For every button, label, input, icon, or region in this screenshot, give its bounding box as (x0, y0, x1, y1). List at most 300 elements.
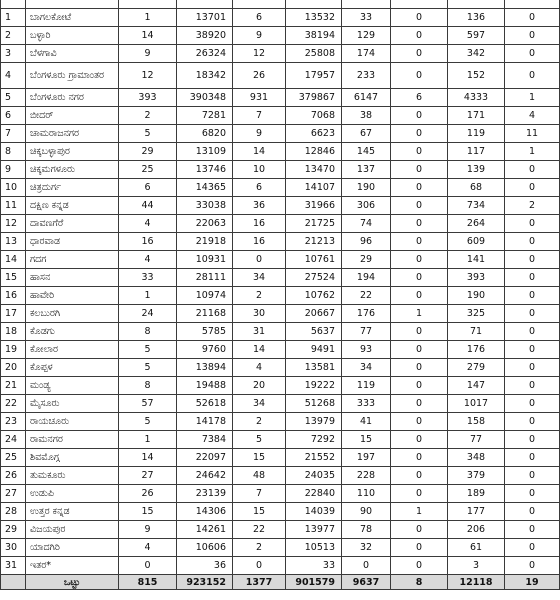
value-cell: 13470 (286, 161, 342, 179)
value-cell: 93 (342, 341, 391, 359)
value-cell: 0 (391, 467, 448, 485)
value-cell: 1 (391, 503, 448, 521)
table-row (1, 197, 560, 215)
value-cell: 9 (233, 27, 286, 45)
value-cell: 176 (342, 305, 391, 323)
value-cell: 147 (448, 377, 505, 395)
value-cell: 13532 (286, 9, 342, 27)
district-name-cell: ಹಾವೇರಿ (26, 287, 119, 305)
table-row (1, 503, 560, 521)
table-row (1, 341, 560, 359)
value-cell: 31966 (286, 197, 342, 215)
value-cell: 22063 (177, 215, 233, 233)
value-cell: 379 (448, 467, 505, 485)
serial-cell: 22 (1, 395, 26, 413)
value-cell: 5637 (286, 323, 342, 341)
value-cell: 29 (119, 143, 177, 161)
value-cell: 0 (505, 557, 560, 575)
district-name-cell: ಚಿಕ್ಕಬಳ್ಳಾಪುರ (26, 143, 119, 161)
value-cell: 11 (505, 125, 560, 143)
value-cell: 15 (119, 503, 177, 521)
value-cell: 9 (119, 521, 177, 539)
value-cell: 14 (119, 27, 177, 45)
table-row (1, 539, 560, 557)
value-cell: 0 (505, 45, 560, 63)
value-cell: 0 (391, 521, 448, 539)
value-cell: 0 (391, 161, 448, 179)
table-row (1, 287, 560, 305)
value-cell: 90 (342, 503, 391, 521)
table-row (1, 143, 560, 161)
value-cell: 190 (448, 287, 505, 305)
serial-cell: 17 (1, 305, 26, 323)
value-cell: 14039 (286, 503, 342, 521)
value-cell: 96 (342, 233, 391, 251)
total-label-cell: ಒಟ್ಟು (26, 575, 119, 590)
total-value-cell: 9637 (342, 575, 391, 590)
district-name-cell: ಮಂಡ್ಯ (26, 377, 119, 395)
value-cell: 228 (342, 467, 391, 485)
value-cell: 10513 (286, 539, 342, 557)
value-cell: 342 (448, 45, 505, 63)
value-cell: 31 (233, 323, 286, 341)
serial-cell: 19 (1, 341, 26, 359)
value-cell: 0 (391, 269, 448, 287)
value-cell: 20 (233, 377, 286, 395)
district-name-cell: ದಾವಣಗೆರೆ (26, 215, 119, 233)
value-cell: 145 (342, 143, 391, 161)
serial-cell: 28 (1, 503, 26, 521)
value-cell: 158 (448, 413, 505, 431)
value-cell: 0 (505, 413, 560, 431)
value-cell: 5 (119, 413, 177, 431)
value-cell: 2 (233, 287, 286, 305)
value-cell: 71 (448, 323, 505, 341)
table-row (1, 89, 560, 107)
serial-cell: 6 (1, 107, 26, 125)
table-row (1, 125, 560, 143)
district-name-cell: ಕೊಡಗು (26, 323, 119, 341)
value-cell: 119 (448, 125, 505, 143)
serial-cell: 3 (1, 45, 26, 63)
value-cell: 1017 (448, 395, 505, 413)
value-cell: 33 (342, 9, 391, 27)
district-name-cell: ವಿಜಯಪುರ (26, 521, 119, 539)
value-cell: 14365 (177, 179, 233, 197)
value-cell: 136 (448, 9, 505, 27)
serial-cell: 10 (1, 179, 26, 197)
value-cell: 119 (342, 377, 391, 395)
value-cell: 34 (342, 359, 391, 377)
value-cell: 194 (342, 269, 391, 287)
district-name-cell: ಶಿವಮೊಗ್ಗ (26, 449, 119, 467)
value-cell: 13109 (177, 143, 233, 161)
district-name-cell: ಬೆಂಗಳೂರು ನಗರ (26, 89, 119, 107)
value-cell: 0 (391, 125, 448, 143)
value-cell: 0 (233, 251, 286, 269)
value-cell: 129 (342, 27, 391, 45)
value-cell: 233 (342, 63, 391, 89)
value-cell: 0 (505, 161, 560, 179)
serial-cell: 21 (1, 377, 26, 395)
value-cell: 27 (119, 467, 177, 485)
value-cell: 21725 (286, 215, 342, 233)
total-row (1, 575, 560, 590)
value-cell: 22 (342, 287, 391, 305)
value-cell: 25808 (286, 45, 342, 63)
value-cell: 6 (233, 179, 286, 197)
district-name-cell: ಬೆಳಗಾವಿ (26, 45, 119, 63)
value-cell: 6147 (342, 89, 391, 107)
value-cell: 0 (119, 557, 177, 575)
value-cell: 34 (233, 395, 286, 413)
table-row (1, 179, 560, 197)
value-cell: 0 (391, 179, 448, 197)
value-cell: 152 (448, 63, 505, 89)
total-value-cell: 12118 (448, 575, 505, 590)
value-cell: 15 (342, 431, 391, 449)
value-cell: 9 (233, 125, 286, 143)
value-cell: 12 (233, 45, 286, 63)
serial-cell: 29 (1, 521, 26, 539)
value-cell: 16 (233, 233, 286, 251)
value-cell: 38 (342, 107, 391, 125)
value-cell: 41 (342, 413, 391, 431)
value-cell: 16 (233, 215, 286, 233)
value-cell: 12 (119, 63, 177, 89)
table-row (1, 215, 560, 233)
value-cell: 15 (233, 503, 286, 521)
value-cell: 197 (342, 449, 391, 467)
value-cell: 21168 (177, 305, 233, 323)
value-cell: 21213 (286, 233, 342, 251)
value-cell: 14 (233, 143, 286, 161)
value-cell: 26324 (177, 45, 233, 63)
value-cell: 0 (505, 431, 560, 449)
value-cell: 77 (342, 323, 391, 341)
district-name-cell: ತುಮಕೂರು (26, 467, 119, 485)
value-cell: 4 (119, 251, 177, 269)
serial-cell: 20 (1, 359, 26, 377)
value-cell: 34 (233, 269, 286, 287)
value-cell: 5785 (177, 323, 233, 341)
value-cell: 33038 (177, 197, 233, 215)
value-cell: 0 (505, 287, 560, 305)
header-cell (26, 0, 119, 9)
district-name-cell: ರಾಮನಗರ (26, 431, 119, 449)
value-cell: 139 (448, 161, 505, 179)
value-cell: 206 (448, 521, 505, 539)
value-cell: 36 (233, 197, 286, 215)
value-cell: 117 (448, 143, 505, 161)
value-cell: 77 (448, 431, 505, 449)
district-name-cell: ಇತರ* (26, 557, 119, 575)
header-row (1, 0, 560, 9)
table-row (1, 233, 560, 251)
value-cell: 4 (119, 215, 177, 233)
table-row (1, 251, 560, 269)
value-cell: 0 (233, 557, 286, 575)
value-cell: 1 (505, 143, 560, 161)
value-cell: 8 (119, 377, 177, 395)
value-cell: 325 (448, 305, 505, 323)
value-cell: 30 (233, 305, 286, 323)
value-cell: 15 (233, 449, 286, 467)
table-row (1, 27, 560, 45)
value-cell: 0 (505, 215, 560, 233)
serial-cell: 30 (1, 539, 26, 557)
district-name-cell: ಬಾಗಲಕೋಟೆ (26, 9, 119, 27)
value-cell: 0 (391, 9, 448, 27)
value-cell: 4333 (448, 89, 505, 107)
header-cell (342, 0, 391, 9)
value-cell: 0 (505, 341, 560, 359)
value-cell: 5 (119, 125, 177, 143)
value-cell: 10762 (286, 287, 342, 305)
table-row (1, 449, 560, 467)
value-cell: 7 (233, 485, 286, 503)
table-row (1, 63, 560, 89)
value-cell: 5 (119, 359, 177, 377)
value-cell: 6623 (286, 125, 342, 143)
value-cell: 0 (391, 323, 448, 341)
value-cell: 0 (391, 539, 448, 557)
value-cell: 28111 (177, 269, 233, 287)
table-row (1, 269, 560, 287)
value-cell: 348 (448, 449, 505, 467)
value-cell: 24 (119, 305, 177, 323)
value-cell: 0 (391, 557, 448, 575)
value-cell: 609 (448, 233, 505, 251)
serial-cell: 16 (1, 287, 26, 305)
value-cell: 171 (448, 107, 505, 125)
value-cell: 3 (448, 557, 505, 575)
value-cell: 7281 (177, 107, 233, 125)
district-name-cell: ಉತ್ತರ ಕನ್ನಡ (26, 503, 119, 521)
header-cell (233, 0, 286, 9)
value-cell: 27524 (286, 269, 342, 287)
value-cell: 13979 (286, 413, 342, 431)
value-cell: 20667 (286, 305, 342, 323)
value-cell: 4 (119, 539, 177, 557)
value-cell: 13977 (286, 521, 342, 539)
value-cell: 0 (505, 485, 560, 503)
value-cell: 51268 (286, 395, 342, 413)
district-name-cell: ಉಡುಪಿ (26, 485, 119, 503)
value-cell: 14261 (177, 521, 233, 539)
value-cell: 279 (448, 359, 505, 377)
value-cell: 74 (342, 215, 391, 233)
district-name-cell: ಬಳ್ಳಾರಿ (26, 27, 119, 45)
value-cell: 13701 (177, 9, 233, 27)
value-cell: 17957 (286, 63, 342, 89)
value-cell: 0 (391, 143, 448, 161)
serial-cell: 26 (1, 467, 26, 485)
table-row (1, 413, 560, 431)
value-cell: 25 (119, 161, 177, 179)
serial-cell: 31 (1, 557, 26, 575)
total-value-cell: 19 (505, 575, 560, 590)
value-cell: 597 (448, 27, 505, 45)
value-cell: 14 (233, 341, 286, 359)
value-cell: 22 (233, 521, 286, 539)
value-cell: 57 (119, 395, 177, 413)
total-value-cell: 1377 (233, 575, 286, 590)
table-row (1, 395, 560, 413)
district-name-cell: ಬೆಂಗಳೂರು ಗ್ರಾಮಾಂತರ (26, 63, 119, 89)
value-cell: 78 (342, 521, 391, 539)
value-cell: 21552 (286, 449, 342, 467)
value-cell: 0 (391, 197, 448, 215)
district-name-cell: ಯಾದಗಿರಿ (26, 539, 119, 557)
serial-cell: 7 (1, 125, 26, 143)
district-name-cell: ರಾಯಚೂರು (26, 413, 119, 431)
value-cell: 33 (286, 557, 342, 575)
serial-cell: 14 (1, 251, 26, 269)
value-cell: 379867 (286, 89, 342, 107)
value-cell: 13746 (177, 161, 233, 179)
value-cell: 0 (391, 215, 448, 233)
value-cell: 0 (505, 305, 560, 323)
value-cell: 68 (448, 179, 505, 197)
value-cell: 0 (505, 467, 560, 485)
value-cell: 0 (505, 449, 560, 467)
value-cell: 393 (448, 269, 505, 287)
district-name-cell: ಚಾಮರಾಜನಗರ (26, 125, 119, 143)
value-cell: 14178 (177, 413, 233, 431)
table-row (1, 45, 560, 63)
value-cell: 0 (391, 413, 448, 431)
table-row (1, 9, 560, 27)
value-cell: 4 (505, 107, 560, 125)
value-cell: 24035 (286, 467, 342, 485)
value-cell: 2 (505, 197, 560, 215)
table-row (1, 377, 560, 395)
value-cell: 189 (448, 485, 505, 503)
header-cell (286, 0, 342, 9)
table-row (1, 359, 560, 377)
value-cell: 190 (342, 179, 391, 197)
district-name-cell: ದಕ್ಷಿಣ ಕನ್ನಡ (26, 197, 119, 215)
value-cell: 6 (119, 179, 177, 197)
value-cell: 6 (233, 9, 286, 27)
district-name-cell: ಕೊಪ್ಪಳ (26, 359, 119, 377)
value-cell: 14107 (286, 179, 342, 197)
value-cell: 0 (391, 251, 448, 269)
value-cell: 44 (119, 197, 177, 215)
district-name-cell: ಕೋಲಾರ (26, 341, 119, 359)
serial-cell: 8 (1, 143, 26, 161)
value-cell: 174 (342, 45, 391, 63)
serial-cell: 15 (1, 269, 26, 287)
value-cell: 1 (505, 89, 560, 107)
serial-cell: 5 (1, 89, 26, 107)
district-name-cell: ಕಲಬುರಗಿ (26, 305, 119, 323)
value-cell: 0 (505, 27, 560, 45)
total-value-cell: 8 (391, 575, 448, 590)
value-cell: 9 (119, 45, 177, 63)
header-cell (119, 0, 177, 9)
serial-cell: 12 (1, 215, 26, 233)
value-cell: 7068 (286, 107, 342, 125)
value-cell: 33 (119, 269, 177, 287)
value-cell: 10931 (177, 251, 233, 269)
value-cell: 14306 (177, 503, 233, 521)
value-cell: 7292 (286, 431, 342, 449)
value-cell: 0 (391, 233, 448, 251)
serial-cell: 1 (1, 9, 26, 27)
value-cell: 0 (505, 359, 560, 377)
value-cell: 0 (505, 539, 560, 557)
table-row (1, 485, 560, 503)
district-name-cell: ಧಾರವಾಡ (26, 233, 119, 251)
value-cell: 14 (119, 449, 177, 467)
value-cell: 6 (391, 89, 448, 107)
table-row (1, 521, 560, 539)
value-cell: 19488 (177, 377, 233, 395)
value-cell: 0 (505, 9, 560, 27)
value-cell: 0 (391, 359, 448, 377)
value-cell: 0 (505, 251, 560, 269)
value-cell: 0 (391, 431, 448, 449)
value-cell: 0 (391, 377, 448, 395)
total-serial-cell (1, 575, 26, 590)
value-cell: 1 (119, 9, 177, 27)
value-cell: 9491 (286, 341, 342, 359)
value-cell: 18342 (177, 63, 233, 89)
total-value-cell: 923152 (177, 575, 233, 590)
value-cell: 26 (233, 63, 286, 89)
value-cell: 177 (448, 503, 505, 521)
value-cell: 0 (391, 485, 448, 503)
district-name-cell: ಬೀದರ್ (26, 107, 119, 125)
table-row (1, 557, 560, 575)
value-cell: 931 (233, 89, 286, 107)
value-cell: 0 (391, 45, 448, 63)
value-cell: 0 (505, 179, 560, 197)
district-name-cell: ಮೈಸೂರು (26, 395, 119, 413)
value-cell: 264 (448, 215, 505, 233)
value-cell: 12846 (286, 143, 342, 161)
serial-cell: 9 (1, 161, 26, 179)
value-cell: 7384 (177, 431, 233, 449)
value-cell: 10 (233, 161, 286, 179)
value-cell: 10761 (286, 251, 342, 269)
value-cell: 0 (505, 233, 560, 251)
value-cell: 0 (391, 27, 448, 45)
district-name-cell: ಚಿಕ್ಕಮಗಳೂರು (26, 161, 119, 179)
value-cell: 176 (448, 341, 505, 359)
value-cell: 5 (119, 341, 177, 359)
table-row (1, 305, 560, 323)
value-cell: 393 (119, 89, 177, 107)
serial-cell: 23 (1, 413, 26, 431)
value-cell: 0 (391, 107, 448, 125)
serial-cell: 25 (1, 449, 26, 467)
value-cell: 16 (119, 233, 177, 251)
value-cell: 0 (505, 323, 560, 341)
value-cell: 0 (391, 63, 448, 89)
value-cell: 0 (505, 377, 560, 395)
value-cell: 13581 (286, 359, 342, 377)
district-name-cell: ಗದಗ (26, 251, 119, 269)
value-cell: 1 (391, 305, 448, 323)
value-cell: 9760 (177, 341, 233, 359)
total-value-cell: 901579 (286, 575, 342, 590)
value-cell: 0 (342, 557, 391, 575)
value-cell: 2 (119, 107, 177, 125)
table-row (1, 107, 560, 125)
